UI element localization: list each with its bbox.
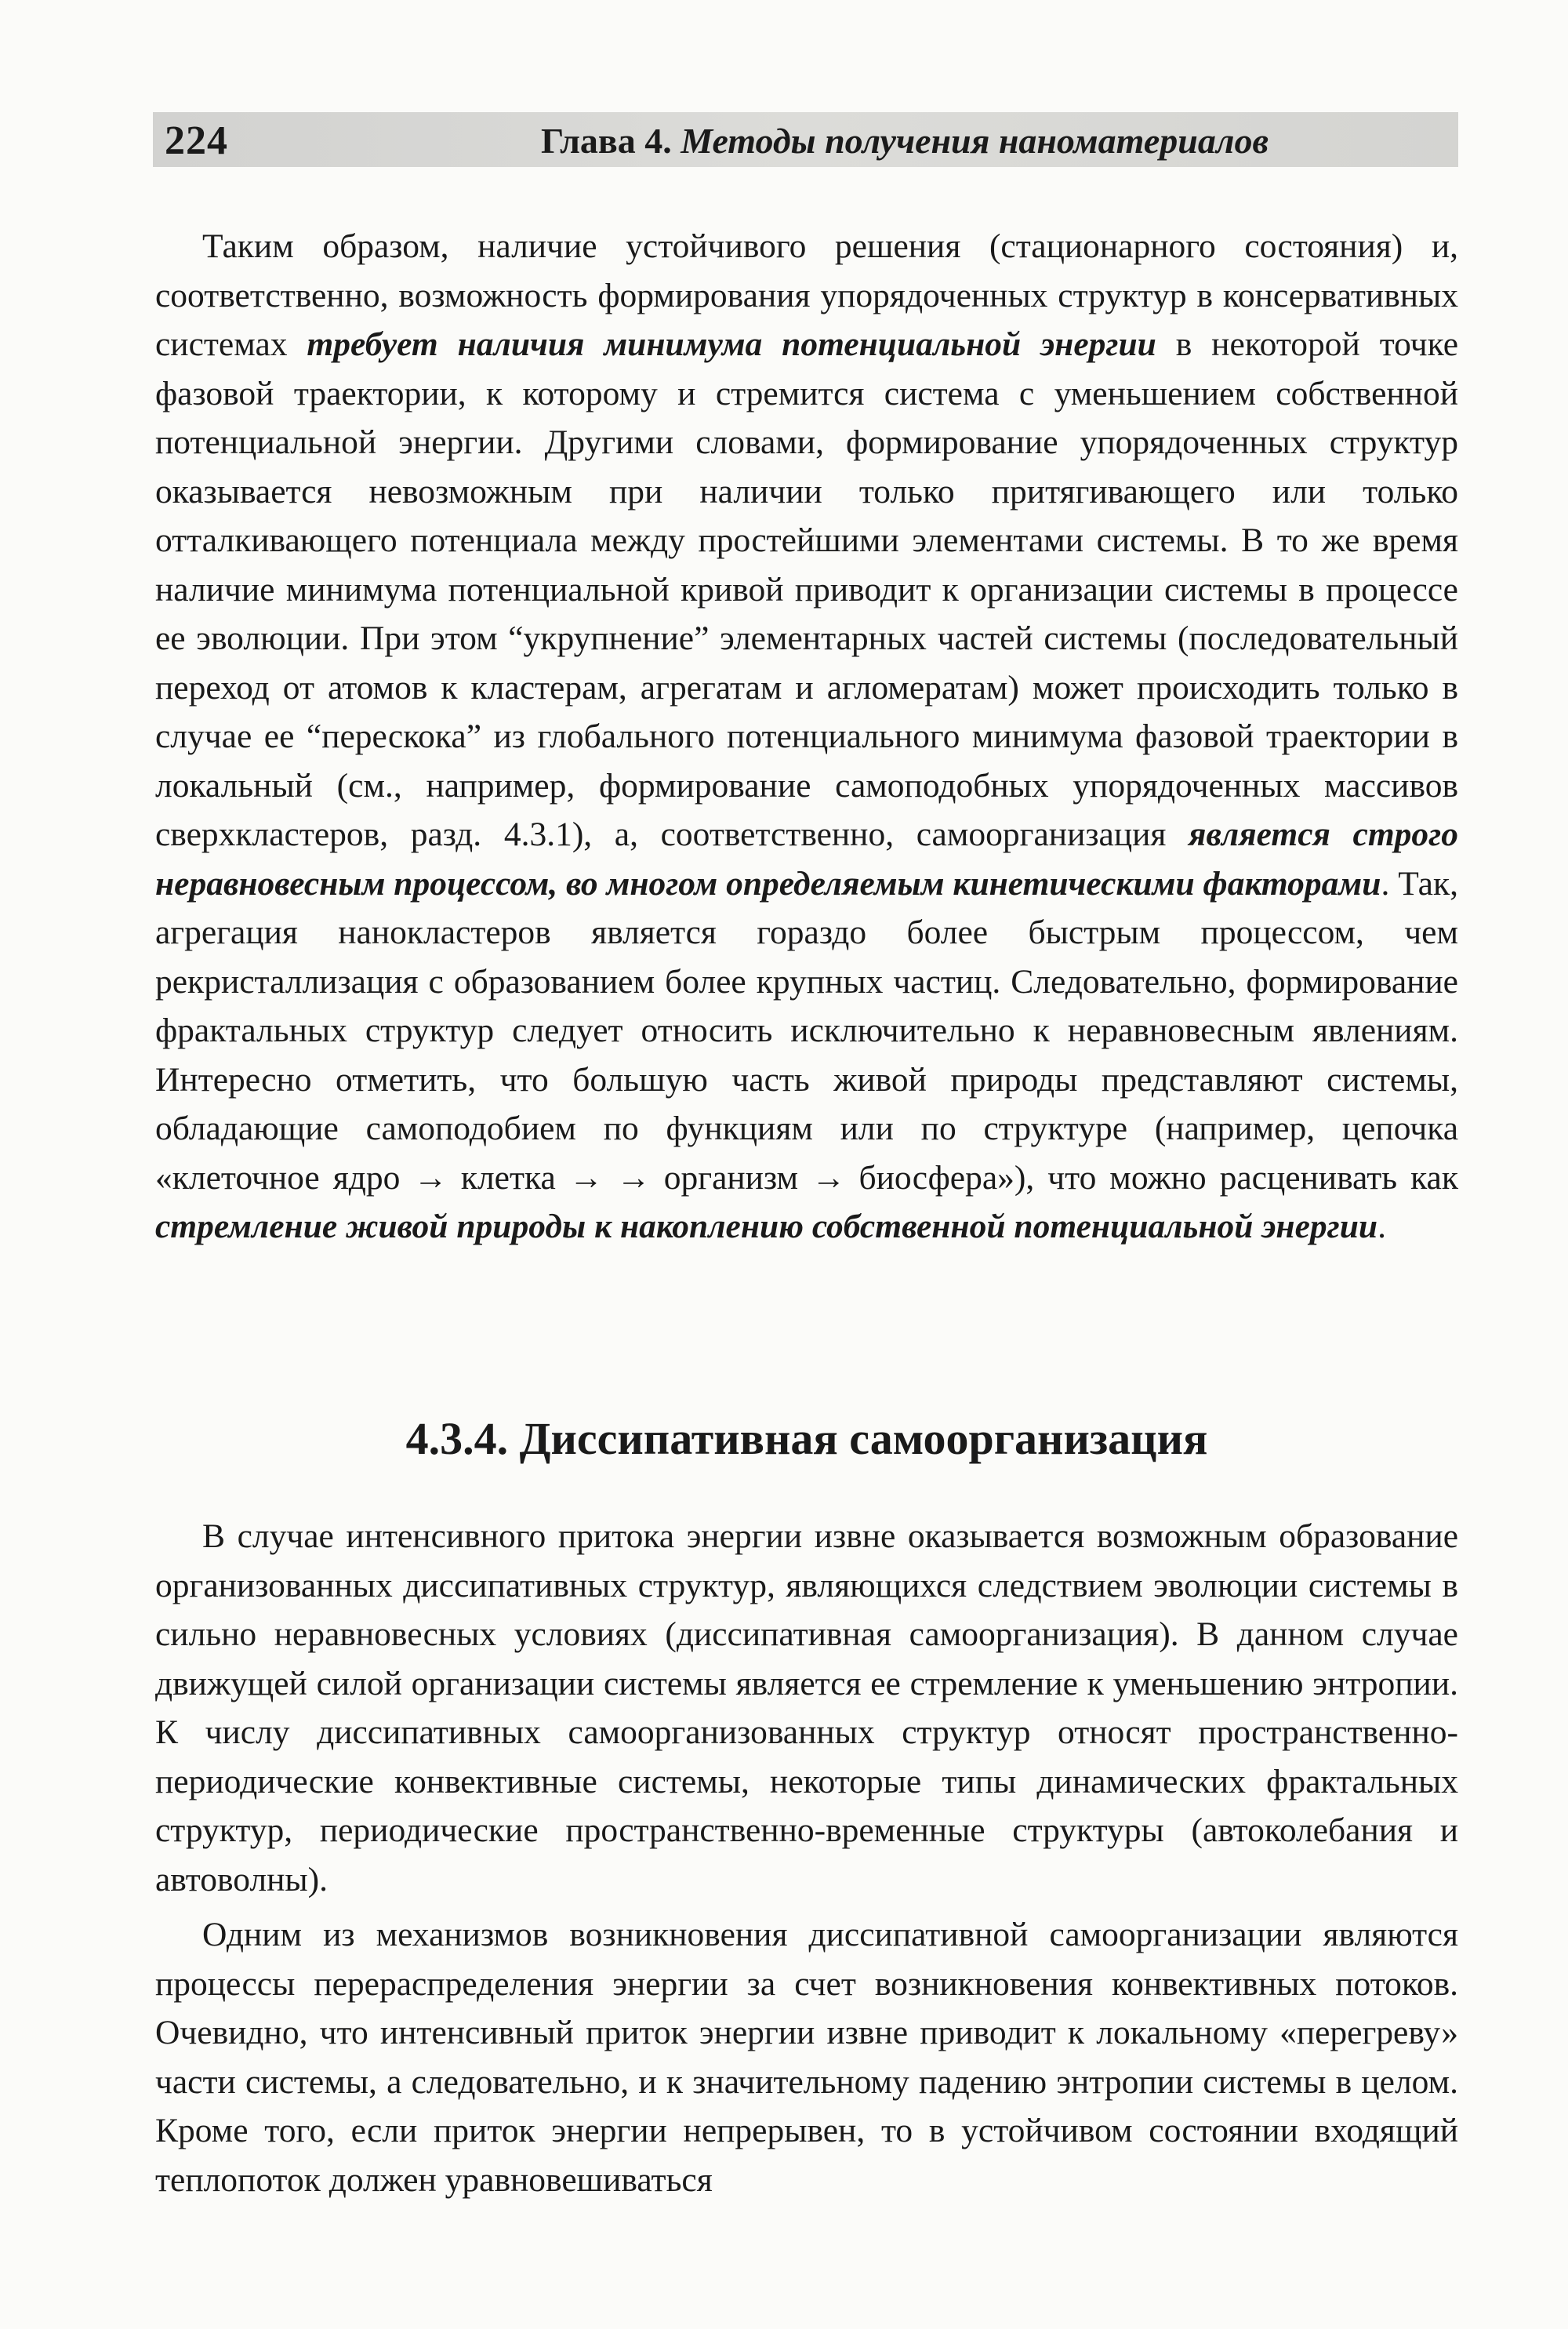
paragraph-1-emphasis-2: является строго неравновесным процессом, во многом определяемым кинетическими факторами [155, 816, 1458, 903]
chapter-title: Методы получения наноматериалов [681, 121, 1269, 161]
paragraph-1-text-2: в некоторой точке фазовой траектории, к которому и стремится система с уменьшением собственной потенциальной энергии. Другими словами, формирование упорядоченных структур оказывается невозможным при наличии только притягивающего или только отталкивающего потенциала между простейшими элементами системы. В то же время наличие минимума потенциальной кривой приводит к организации системы в процессе ее эволюции. При этом “укрупнение” элементарных частей системы (последовательный переход от атомов к кластерам, агрегатам и агломератам) может происходить только в случае ее “перескока” из глобального потенциального минимума фазовой траектории в локальный (см., например, формирование самоподобных упорядоченных массивов сверхкластеров, разд. 4.3.1), а, соответственно, самоорганизация [155, 325, 1458, 853]
paragraph-1-emphasis-3: стремление живой природы к накоплению собственной потенциальной энергии [155, 1208, 1378, 1245]
paragraph-3: Одним из механизмов возникновения диссипативной самоорганизации являются процессы перераспределения энергии за счет возникновения конвективных потоков. Очевидно, что интенсивный приток энергии извне приводит к локальному «перегреву» части системы, а следовательно, и к значительному падению энтропии системы в целом. Кроме того, если приток энергии непрерывен, то в устойчивом состоянии входящий теплопоток должен уравновешиваться [155, 1916, 1458, 2199]
text-block-2 [155, 1512, 1458, 2204]
section-heading: 4.3.4. Диссипативная самоорганизация [405, 1413, 1208, 1464]
text-block-1 [155, 222, 1458, 1252]
chapter-label: Глава 4. [541, 121, 672, 161]
page-number: 224 [165, 118, 228, 163]
paragraph-1 [155, 222, 1458, 1252]
paragraph-1-text-1: Таким образом, наличие устойчивого решения (стационарного состояния) и, соответственно, возможность формирования упорядоченных структур в консервативных системах [155, 227, 1458, 363]
paragraph-1-emphasis-1: требует наличия минимума потенциальной энергии [307, 325, 1156, 363]
running-title [541, 118, 1269, 165]
paragraph-1-text-3: . Так, агрегация нанокластеров является гораздо более быстрым процессом, чем рекристаллизация с образованием более крупных частиц. Следовательно, формирование фрактальных структур следует относить исключительно к неравновесным явлениям. Интересно отметить, что большую часть живой природы представляют системы, обладающие самоподобием по функциям или по структуре (например, цепочка «клеточное ядро → клетка → → организм → биосфера»), что можно расценивать как [155, 864, 1458, 1197]
paragraph-1-text-4: . [1377, 1208, 1386, 1245]
paragraph-2: В случае интенсивного притока энергии извне оказывается возможным образование организованных диссипативных структур, являющихся следствием эволюции системы в сильно неравновесных условиях (диссипативная самоорганизация). В данном случае движущей силой организации системы является ее стремление к уменьшению энтропии. К числу диссипативных самоорганизованных структур относят пространственно-периодические конвективные системы, некоторые типы динамических фрактальных структур, периодические пространственно-временные структуры (автоколебания и автоволны). [155, 1517, 1458, 1898]
